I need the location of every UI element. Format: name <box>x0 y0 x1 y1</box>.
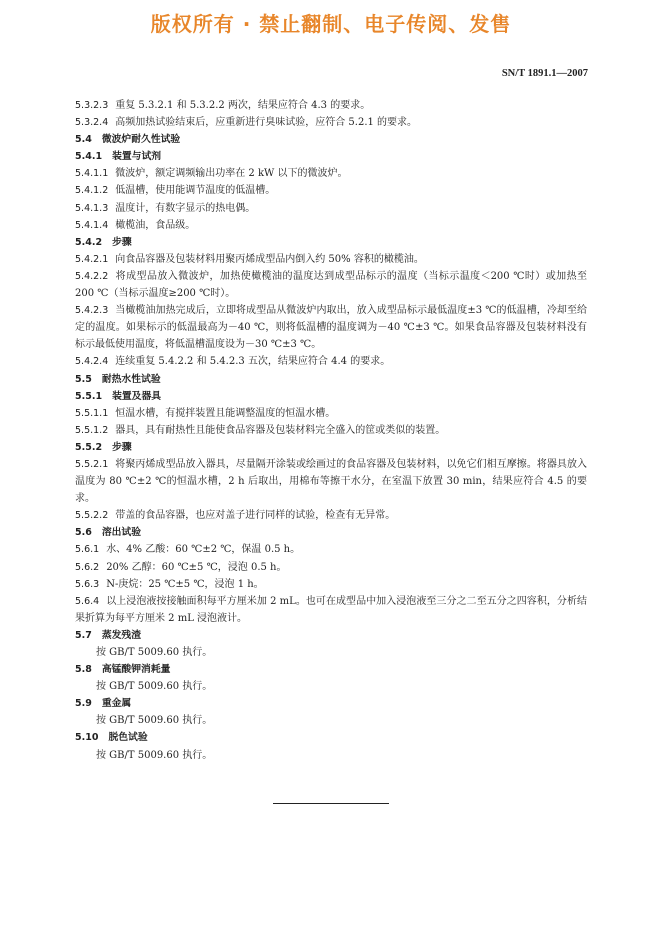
clause-text: 耐热水性试验 <box>101 373 161 385</box>
clause-number: 5.5.1.1 <box>75 407 109 419</box>
section-heading <box>75 695 587 712</box>
paragraph <box>75 302 587 353</box>
clause-text: 装置及器具 <box>112 390 162 402</box>
clause-text: 以上浸泡液按接触面积每平方厘米加 2 mL。也可在成型品中加入浸泡液至三分之二至五分之四容积，分析结果折算为每平方厘米 2 mL 浸泡液计。 <box>75 595 587 624</box>
clause-number: 5.5.2.1 <box>75 458 109 470</box>
paragraph <box>75 747 587 764</box>
clause-number: 5.6.4 <box>75 595 100 607</box>
clause-text: 步骤 <box>112 441 132 453</box>
clause-number: 5.4.2.3 <box>75 305 109 317</box>
section-heading <box>75 234 587 251</box>
section-heading <box>75 388 587 405</box>
clause-text: 微波炉耐久性试验 <box>101 134 181 146</box>
paragraph <box>75 456 587 507</box>
clause-number: 5.4.1 <box>75 151 103 163</box>
clause-number: 5.4.1.1 <box>75 168 109 180</box>
paragraph <box>75 268 587 302</box>
clause-text: N-庚烷：25 ℃±5 ℃，浸泡 1 h。 <box>106 578 264 590</box>
watermark: 版权所有 · 禁止翻制、电子传阅、发售 <box>150 12 512 36</box>
paragraph <box>75 97 587 114</box>
clause-text: 连续重复 5.4.2.2 和 5.4.2.3 五次，结果应符合 4.4 的要求。 <box>115 356 391 368</box>
section-heading <box>75 148 587 165</box>
clause-number: 5.6 <box>75 527 92 539</box>
paragraph <box>75 559 587 576</box>
paragraph <box>75 507 587 524</box>
section-heading <box>75 729 587 746</box>
clause-text: 20% 乙醇：60 ℃±5 ℃，浸泡 0.5 h。 <box>106 561 287 573</box>
paragraph <box>75 217 587 234</box>
paragraph <box>75 422 587 439</box>
paragraph <box>75 576 587 593</box>
clause-number: 5.10 <box>75 732 99 744</box>
paragraph <box>75 678 587 695</box>
paragraph <box>75 182 587 199</box>
paragraph <box>75 251 587 268</box>
clause-text: 橄榄油，食品级。 <box>115 219 196 231</box>
clause-number: 5.4.1.3 <box>75 202 109 214</box>
paragraph <box>75 200 587 217</box>
clause-number: 5.4.2.2 <box>75 270 109 282</box>
clause-text: 将成型品放入微波炉，加热使橄榄油的温度达到成型品标示的温度（当标示温度＜200 ℃时）或加热至 200 ℃（当标示温度≥200 ℃时）。 <box>75 270 587 300</box>
clause-text: 将聚丙烯成型品放入器具，尽量隔开涂装或绘画过的食品容器及包装材料，以免它们相互摩擦。将器具放入温度为 80 ℃±2 ℃的恒温水槽，2 h 后取出，用棉布等擦干水分，在室温下放置 30 min，结果应符合 4.5 的要求。 <box>75 458 587 505</box>
paragraph <box>75 114 587 131</box>
clause-number: 5.5.1.2 <box>75 424 109 436</box>
clause-text: 按 GB/T 5009.60 执行。 <box>96 715 213 727</box>
clause-number: 5.6.3 <box>75 578 100 590</box>
clause-number: 5.3.2.3 <box>75 100 109 111</box>
clause-number: 5.5 <box>75 373 92 385</box>
clause-text: 重复 5.3.2.1 和 5.3.2.2 两次，结果应符合 4.3 的要求。 <box>115 100 371 111</box>
paragraph <box>75 593 587 627</box>
clause-text: 器具，具有耐热性且能使食品容器及包装材料完全盛入的筐或类似的装置。 <box>115 424 446 436</box>
clause-text: 温度计，有数字显示的热电偶。 <box>115 202 256 214</box>
clause-number: 5.4.1.2 <box>75 185 109 197</box>
clause-number: 5.5.1 <box>75 390 103 402</box>
paragraph <box>75 644 587 661</box>
section-heading <box>75 371 587 388</box>
clause-text: 脱色试验 <box>108 732 148 744</box>
clause-number: 5.4.2.4 <box>75 356 109 368</box>
clause-text: 蒸发残渣 <box>101 629 142 641</box>
section-heading <box>75 627 587 644</box>
paragraph <box>75 712 587 729</box>
clause-text: 按 GB/T 5009.60 执行。 <box>96 647 213 658</box>
clause-number: 5.9 <box>75 698 92 710</box>
clause-text: 带盖的食品容器，也应对盖子进行同样的试验，检查有无异常。 <box>115 510 396 522</box>
clause-text: 按 GB/T 5009.60 执行。 <box>96 681 213 693</box>
section-heading <box>75 524 587 541</box>
section-heading <box>75 439 587 456</box>
clause-number: 5.5.2.2 <box>75 510 109 522</box>
paragraph <box>75 541 587 558</box>
clause-number: 5.8 <box>75 664 92 676</box>
clause-text: 向食品容器及包装材料用聚丙烯成型品内倒入约 50% 容积的橄榄油。 <box>115 253 424 265</box>
paragraph <box>75 405 587 422</box>
standard-number: SN/T 1891.1—2007 <box>501 68 588 79</box>
clause-text: 恒温水槽，有搅拌装置且能调整温度的恒温水槽。 <box>115 407 336 419</box>
end-rule <box>273 803 389 804</box>
section-heading <box>75 131 587 148</box>
clause-text: 按 GB/T 5009.60 执行。 <box>96 749 213 761</box>
clause-text: 低温槽，使用能调节温度的低温槽。 <box>115 185 276 197</box>
clause-text: 装置与试剂 <box>112 151 162 163</box>
section-heading <box>75 661 587 678</box>
clause-text: 高频加热试验结束后，应重新进行臭味试验，应符合 5.2.1 的要求。 <box>115 117 418 129</box>
clause-text: 溶出试验 <box>101 527 142 539</box>
paragraph <box>75 165 587 182</box>
clause-number: 5.5.2 <box>75 441 103 453</box>
clause-text: 水、4% 乙酸：60 ℃±2 ℃，保温 0.5 h。 <box>106 544 301 556</box>
clause-number: 5.4.1.4 <box>75 219 109 231</box>
clause-number: 5.6.2 <box>75 561 100 573</box>
clause-text: 重金属 <box>101 698 132 710</box>
clause-text: 微波炉，额定调频输出功率在 2 kW 以下的微波炉。 <box>115 168 348 180</box>
clause-text: 步骤 <box>112 236 132 248</box>
document-body <box>75 97 587 764</box>
clause-number: 5.4.2 <box>75 236 103 248</box>
clause-number: 5.4 <box>75 134 92 146</box>
paragraph <box>75 353 587 370</box>
clause-text: 当橄榄油加热完成后，立即将成型品从微波炉内取出，放入成型品标示最低温度±3 ℃的低温槽，冷却至给定的温度。如果标示的低温最高为－40 ℃，则将低温槽的温度调为－40 ℃±3 ℃。如果食品容器及包装材料没有标示最低使用温度，将低温槽温度设为－30 ℃±3 ℃。 <box>75 305 587 351</box>
clause-number: 5.7 <box>75 629 92 641</box>
clause-number: 5.3.2.4 <box>75 117 109 129</box>
clause-number: 5.4.2.1 <box>75 253 109 265</box>
clause-number: 5.6.1 <box>75 544 100 556</box>
clause-text: 高锰酸钾消耗量 <box>101 664 171 676</box>
